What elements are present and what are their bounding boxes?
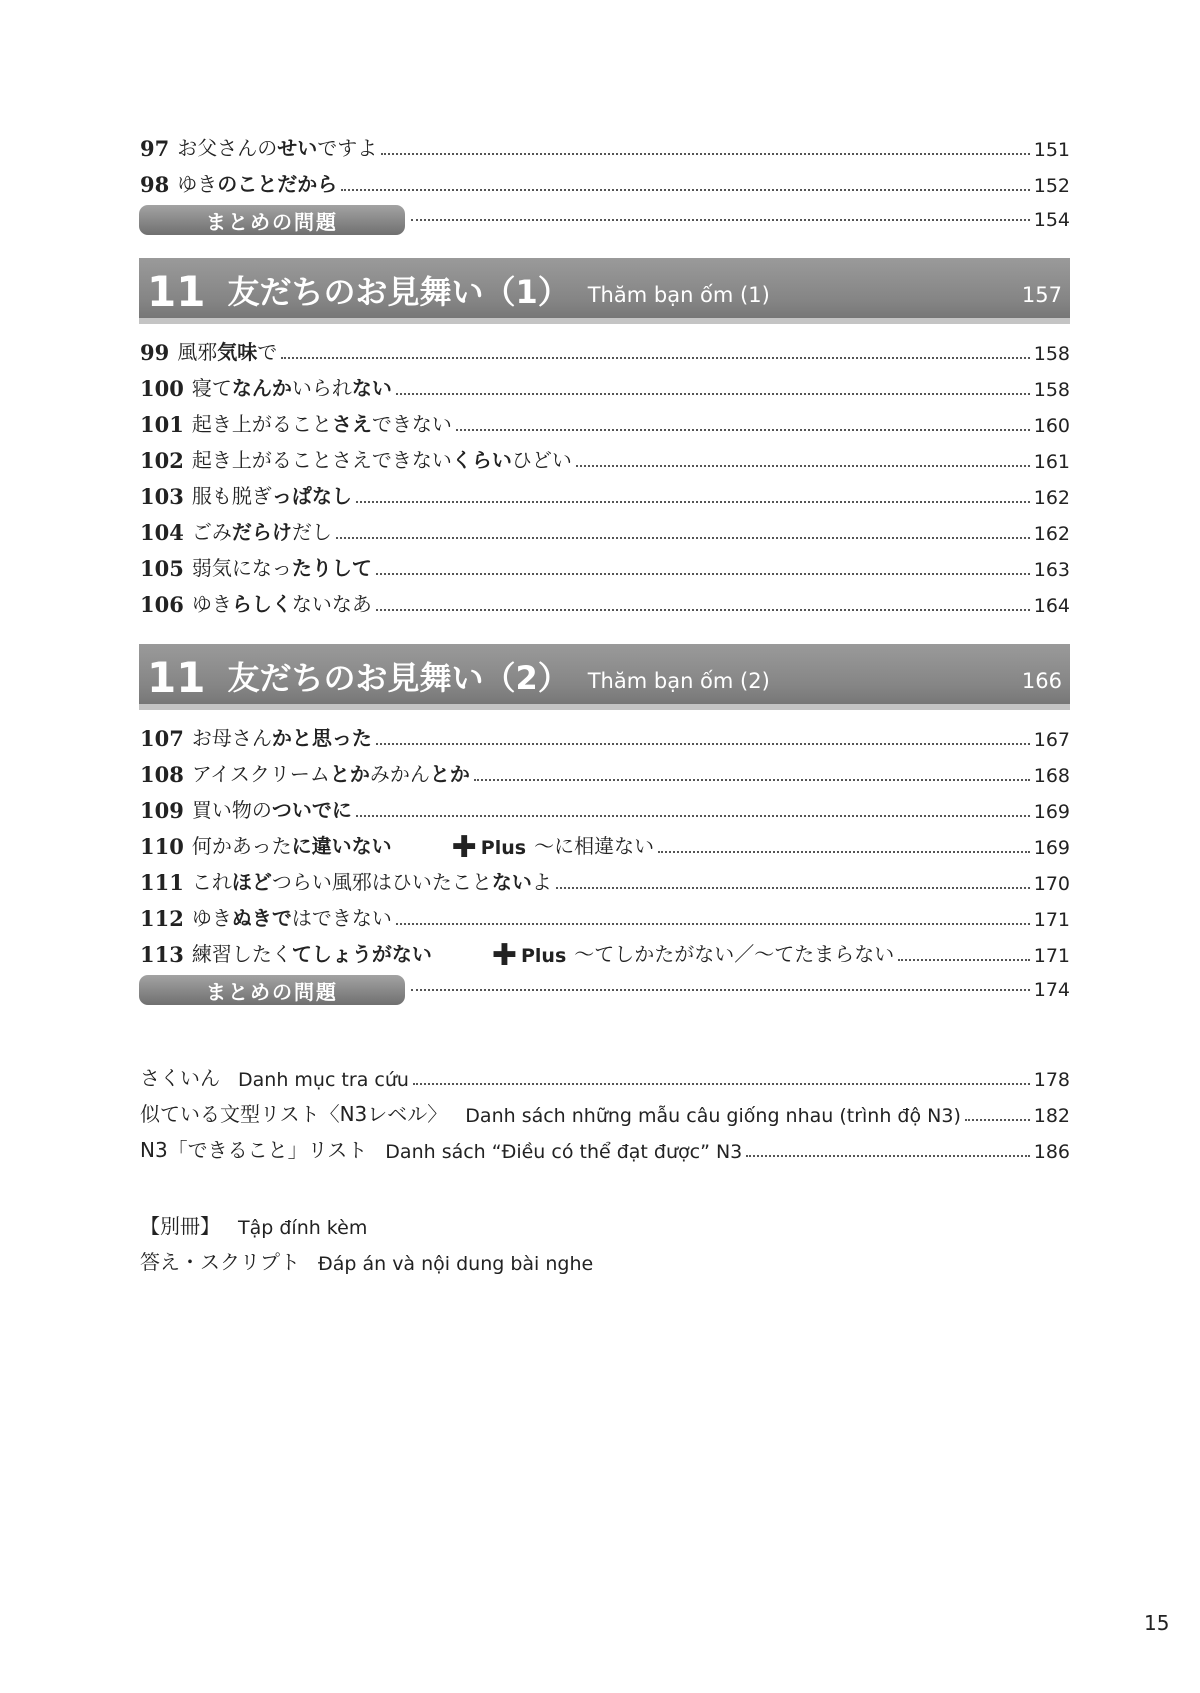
entry-title: 寝てなんかいられない [191, 376, 392, 400]
entry-page: 160 [1033, 415, 1070, 437]
dot-leader [381, 153, 1030, 155]
entry-title: 起き上がることさえできないくらいひどい [191, 448, 572, 472]
entry-number: 99 [140, 340, 170, 365]
review-badge: まとめの問題 [139, 205, 405, 235]
dot-leader [281, 357, 1030, 359]
toc-entry-112[interactable] [140, 898, 1070, 934]
appendix-title-vi: Danh sách “Điều có thể đạt được” N3 [385, 1141, 743, 1163]
entry-number: 111 [140, 870, 184, 895]
entry-title: ゆきのことだから [177, 172, 338, 196]
toc-entry-98[interactable] [140, 164, 1070, 200]
chapter-page: 157 [1021, 283, 1062, 307]
toc-entry-105[interactable] [140, 548, 1070, 584]
entry-number: 107 [140, 726, 184, 751]
entry-number: 102 [140, 448, 184, 473]
toc-entry-101[interactable] [140, 404, 1070, 440]
entry-page: 182 [1033, 1105, 1070, 1127]
entry-page: 178 [1033, 1069, 1070, 1091]
supplement-title-jp: 【別冊】 [140, 1214, 220, 1238]
plus-label: Plus [520, 945, 567, 967]
toc-review-2[interactable] [140, 970, 1070, 1010]
entry-page: 170 [1033, 873, 1070, 895]
entry-number: 106 [140, 592, 184, 617]
entry-page: 162 [1033, 487, 1070, 509]
toc-entry-99[interactable] [140, 332, 1070, 368]
plus-cross-icon: ✚ [451, 830, 477, 865]
toc-review-1[interactable] [140, 200, 1070, 240]
toc-entry-108[interactable] [140, 754, 1070, 790]
entry-number: 110 [140, 834, 184, 859]
entry-title: 練習したくてしょうがない [191, 942, 432, 966]
entry-number: 109 [140, 798, 184, 823]
chapter-banner-11-1[interactable] [139, 258, 1070, 318]
chapter-subtitle: Thăm bạn ốm (2) [587, 669, 770, 693]
supplement-answers [140, 1242, 1070, 1278]
entry-number: 113 [140, 942, 184, 967]
entry-number: 104 [140, 520, 184, 545]
supplement-title-vi: Tập đính kèm [238, 1217, 368, 1239]
toc-entry-110[interactable] [140, 826, 1070, 865]
entry-title: ごみだらけだし [191, 520, 332, 544]
entry-title: 服も脱ぎっぱなし [191, 484, 352, 508]
plus-cross-icon: ✚ [491, 938, 517, 973]
entry-page: 169 [1033, 801, 1070, 823]
dot-leader [898, 959, 1029, 961]
entry-number: 97 [140, 136, 170, 161]
toc-entry-113[interactable] [140, 934, 1070, 973]
dot-leader [746, 1155, 1029, 1157]
dot-leader [396, 393, 1030, 395]
dot-leader [413, 1083, 1030, 1085]
plus-note [451, 830, 655, 865]
chapter-page: 166 [1021, 669, 1062, 693]
toc-entry-100[interactable] [140, 368, 1070, 404]
review-badge: まとめの問題 [139, 975, 405, 1005]
dot-leader [556, 887, 1030, 889]
dot-leader [411, 219, 1030, 221]
entry-title: 弱気になったりして [191, 556, 372, 580]
toc-entry-109[interactable] [140, 790, 1070, 826]
appendix-title-jp: 似ている文型リスト〈N3レベル〉 [140, 1102, 448, 1126]
entry-number: 101 [140, 412, 184, 437]
appendix-title-vi: Danh sách những mẫu câu giống nhau (trình độ N3) [465, 1105, 961, 1127]
entry-number: 112 [140, 906, 184, 931]
entry-title: お父さんのせいですよ [177, 136, 378, 160]
entry-page: 163 [1033, 559, 1070, 581]
appendix-title-jp: N3「できること」リスト [140, 1138, 368, 1162]
dot-leader [658, 851, 1030, 853]
dot-leader [376, 573, 1030, 575]
dot-leader [356, 501, 1030, 503]
toc-entry-97[interactable] [140, 128, 1070, 164]
dot-leader [341, 189, 1030, 191]
supplement-answers-jp: 答え・スクリプト [140, 1250, 300, 1274]
entry-number: 103 [140, 484, 184, 509]
entry-page: 158 [1033, 343, 1070, 365]
entry-page: 186 [1033, 1141, 1070, 1163]
entry-page: 161 [1033, 451, 1070, 473]
chapter-banner-11-2[interactable] [139, 644, 1070, 704]
dot-leader [965, 1119, 1030, 1121]
dot-leader [474, 779, 1030, 781]
entry-page: 169 [1033, 837, 1070, 859]
dot-leader [356, 815, 1030, 817]
toc-entry-102[interactable] [140, 440, 1070, 476]
entry-number: 108 [140, 762, 184, 787]
entry-number: 100 [140, 376, 184, 401]
entry-page: 171 [1033, 945, 1070, 967]
entry-title: 起き上がることさえできない [191, 412, 452, 436]
entry-page: 164 [1033, 595, 1070, 617]
chapter-title: 友だちのお見舞い（2） [227, 659, 570, 697]
plus-note [491, 938, 895, 973]
entry-page: 167 [1033, 729, 1070, 751]
chapter-subtitle: Thăm bạn ốm (1) [587, 283, 770, 307]
appendix-similar-patterns[interactable] [140, 1094, 1070, 1130]
chapter-number: 11 [147, 267, 206, 316]
toc-entry-106[interactable] [140, 584, 1070, 620]
entry-page: 171 [1033, 909, 1070, 931]
table-of-contents [140, 128, 1070, 1278]
chapter-title: 友だちのお見舞い（1） [227, 273, 570, 311]
appendix-can-do-list[interactable] [140, 1130, 1070, 1166]
toc-entry-103[interactable] [140, 476, 1070, 512]
dot-leader [576, 465, 1030, 467]
plus-text: ～に相違ない [534, 834, 655, 858]
dot-leader [376, 609, 1030, 611]
toc-entry-111[interactable] [140, 862, 1070, 898]
entry-title: 風邪気味で [177, 340, 278, 364]
entry-page: 154 [1033, 209, 1070, 231]
dot-leader [456, 429, 1030, 431]
entry-page: 162 [1033, 523, 1070, 545]
toc-entry-104[interactable] [140, 512, 1070, 548]
appendix-title-vi: Danh mục tra cứu [238, 1069, 409, 1091]
plus-text: ～てしかたがない／～てたまらない [574, 942, 895, 966]
plus-label: Plus [480, 837, 527, 859]
dot-leader [376, 743, 1030, 745]
dot-leader [411, 989, 1030, 991]
entry-number: 98 [140, 172, 170, 197]
entry-number: 105 [140, 556, 184, 581]
entry-title: これほどつらい風邪はひいたことないよ [191, 870, 552, 894]
entry-title: 何かあったに違いない [191, 834, 392, 858]
entry-page: 168 [1033, 765, 1070, 787]
chapter-number: 11 [147, 653, 206, 702]
appendix-index[interactable] [140, 1058, 1070, 1094]
toc-entry-107[interactable] [140, 718, 1070, 754]
entry-title: お母さんかと思った [191, 726, 372, 750]
entry-title: ゆきらしくないなあ [191, 592, 372, 616]
entry-title: ゆきぬきではできない [191, 906, 392, 930]
appendix-title-jp: さくいん [140, 1066, 220, 1090]
supplement-section [140, 1206, 1070, 1278]
entry-page: 152 [1033, 175, 1070, 197]
entry-title: アイスクリームとかみかんとか [191, 762, 470, 786]
dot-leader [396, 923, 1030, 925]
entry-title: 買い物のついでに [191, 798, 352, 822]
entry-page: 151 [1033, 139, 1070, 161]
dot-leader [336, 537, 1030, 539]
supplement-answers-vi: Đáp án và nội dung bài nghe [318, 1253, 594, 1275]
entry-page: 158 [1033, 379, 1070, 401]
page-number: 15 [1144, 1611, 1170, 1635]
entry-page: 174 [1033, 979, 1070, 1001]
supplement-title [140, 1206, 1070, 1242]
